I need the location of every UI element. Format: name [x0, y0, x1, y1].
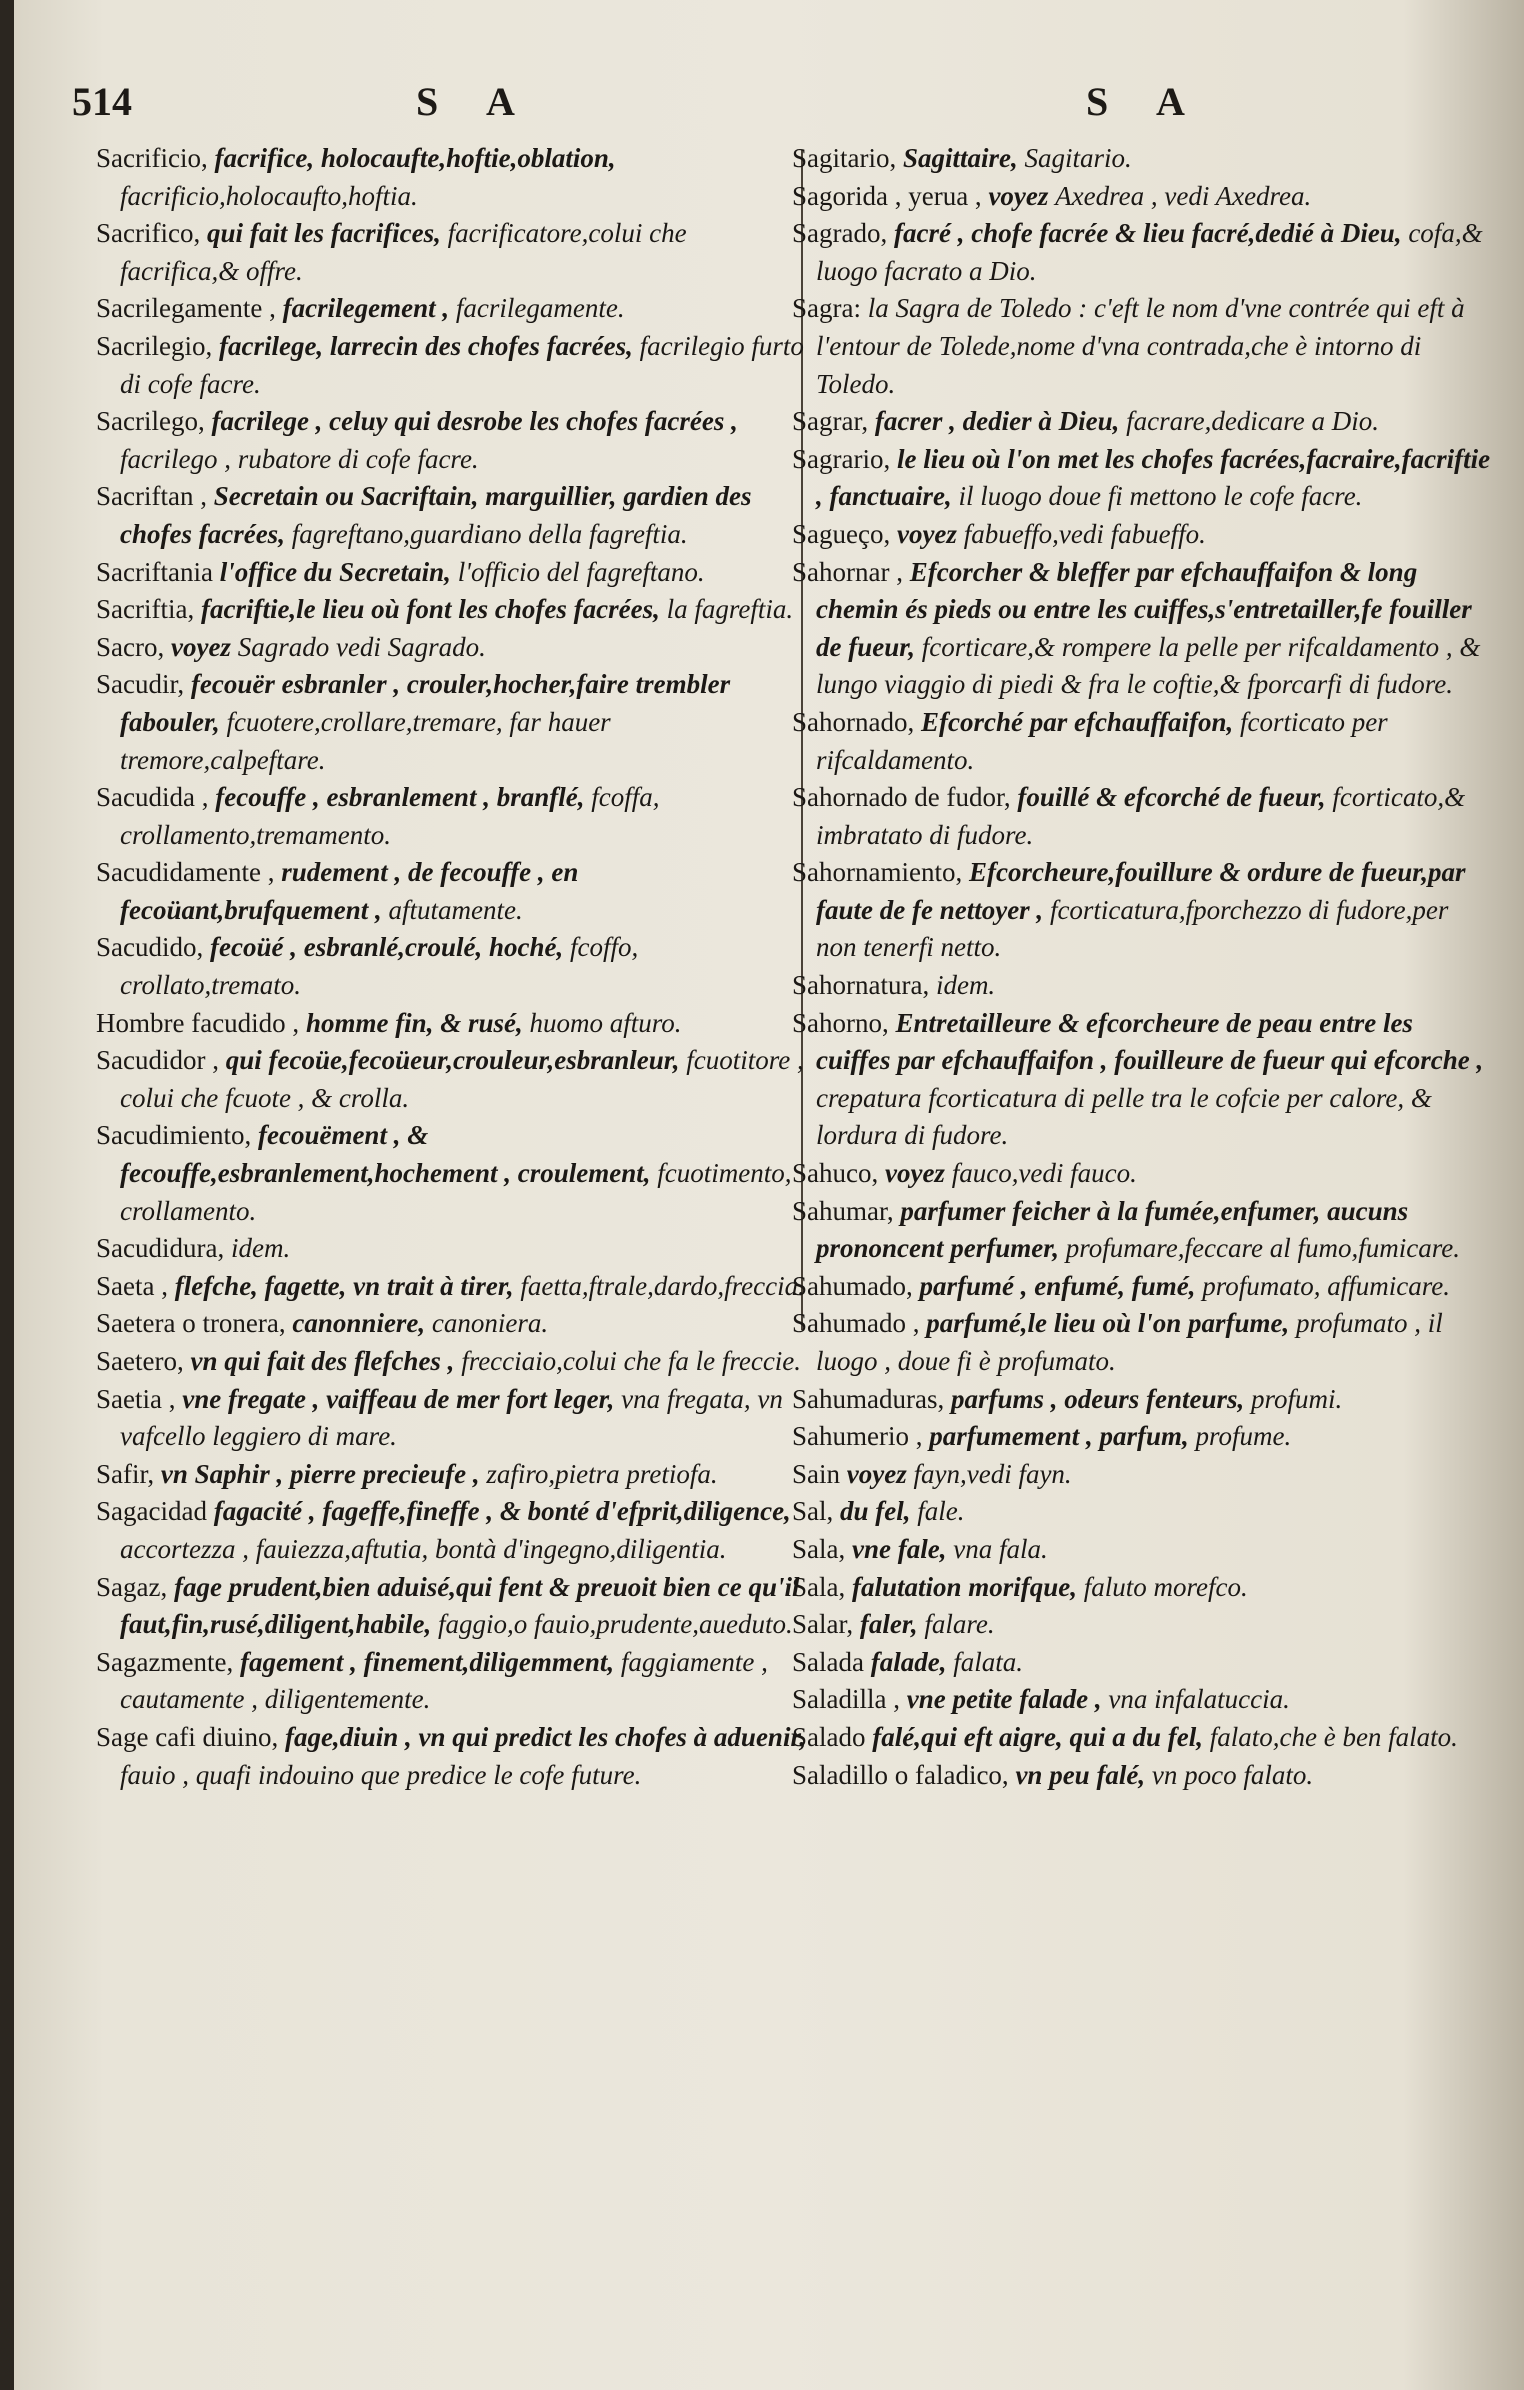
headword: Sahorno, — [792, 1007, 889, 1038]
headword: Sacro, — [96, 631, 165, 662]
dictionary-entry — [96, 666, 808, 779]
french-gloss: Secretain ou Sacriftain, marguillier, gardien des chofes facrées, — [120, 481, 752, 549]
french-gloss: falade, — [870, 1646, 947, 1677]
dictionary-entry — [792, 403, 1492, 441]
headword: Saetera o tronera, — [96, 1308, 286, 1339]
dictionary-entry — [792, 1569, 1492, 1607]
dictionary-entry — [96, 779, 808, 854]
italian-gloss: fcorticato,& imbratato di fudore. — [816, 782, 1466, 850]
headword: Sagorida , yerua , — [792, 180, 982, 211]
dictionary-entry — [792, 140, 1492, 178]
headword: Sahornatura, — [792, 970, 930, 1001]
italian-gloss: faggiamente , cautamente , diligentemente. — [120, 1646, 768, 1715]
french-gloss: vn qui fait des flefches , — [190, 1346, 455, 1376]
headword: Sacudimiento, — [96, 1120, 252, 1151]
french-gloss: qui fait les facrifices, — [206, 218, 441, 249]
french-gloss: parfumer feicher à la fumée,enfumer, aucuns prononcent perfumer, — [816, 1195, 1409, 1264]
italian-gloss: fcorticatura,fporchezzo di fudore,per non tenerfi netto. — [816, 894, 1449, 963]
headword: Sain — [792, 1458, 841, 1489]
dictionary-entry — [792, 1681, 1492, 1719]
dictionary-entry — [96, 1230, 808, 1268]
headword: Saetia , — [96, 1383, 176, 1414]
dictionary-entry — [96, 1381, 808, 1456]
italian-gloss: fcorticare,& rompere la pelle per rifcaldamento , & lungo viaggio di piedi & fra le coftie,& fporcarfi di fudore. — [816, 631, 1481, 700]
italian-gloss: idem. — [935, 970, 996, 1001]
dictionary-entry — [792, 779, 1492, 854]
italian-gloss: profumato , il luogo , doue fi è profumato. — [816, 1308, 1443, 1376]
headword: Sacudido, — [96, 932, 204, 963]
french-gloss: parfumé , enfumé, fumé, — [919, 1270, 1196, 1301]
italian-gloss: falare. — [924, 1609, 995, 1640]
dictionary-entry — [792, 967, 1492, 1005]
french-gloss: rudement , de fecouffe , en fecoüant,brufquement , — [120, 857, 579, 925]
italian-gloss: fcoffo, crollato,tremato. — [120, 932, 639, 1001]
left-column — [96, 140, 808, 2370]
dictionary-entry — [792, 1155, 1492, 1193]
italian-gloss: vn poco falato. — [1151, 1759, 1314, 1790]
italian-gloss: profumare,feccare al fumo,fumicare. — [1065, 1233, 1460, 1264]
headword: Sagacidad — [96, 1496, 207, 1527]
headword: Sahuco, — [792, 1158, 879, 1189]
headword: Sagaz, — [96, 1571, 168, 1602]
french-gloss: fagacité , fageffe,fineffe , & bonté d'efprit,diligence, — [213, 1496, 791, 1527]
french-gloss: vn peu falé, — [1015, 1759, 1146, 1790]
headword: Saeta , — [96, 1270, 168, 1301]
french-gloss: fage prudent,bien aduisé,qui fent & preuoit bien ce qu'il faut,fin,rusé,diligent,habile, — [120, 1571, 800, 1640]
french-gloss: Efcorcheure,fouillure & ordure de fueur,par faute de fe nettoyer , — [816, 857, 1466, 925]
headword: Sacriftia, — [96, 594, 195, 625]
headword: Sacrificio, — [96, 143, 208, 173]
french-gloss: du fel, — [840, 1496, 911, 1527]
running-header — [14, 78, 1524, 138]
headword: Sal, — [792, 1496, 834, 1527]
french-gloss: vne fregate , vaiffeau de mer fort leger, — [182, 1383, 615, 1414]
french-gloss: voyez — [846, 1458, 907, 1489]
headword: Sagrado, — [792, 218, 888, 249]
dictionary-entry — [96, 929, 808, 1004]
french-gloss: voyez — [896, 518, 957, 549]
italian-gloss: accortezza , fauiezza,aftutia, bontà d'ingegno,diligentia. — [120, 1533, 727, 1564]
headword: Sagitario, — [792, 143, 897, 173]
italian-gloss: fcorticato per rifcaldamento. — [816, 706, 1388, 775]
italian-gloss: aftutamente. — [388, 894, 523, 925]
dictionary-entry — [792, 554, 1492, 704]
headword: Hombre facudido , — [96, 1007, 300, 1038]
french-gloss: facrilege , celuy qui desrobe les chofes facrées , — [211, 406, 738, 437]
dictionary-entry — [96, 1042, 808, 1117]
dictionary-entry — [792, 1606, 1492, 1644]
dictionary-entry — [96, 1493, 808, 1568]
dictionary-entry — [96, 290, 808, 328]
dictionary-entry — [96, 591, 808, 629]
italian-gloss: falato,che è ben falato. — [1209, 1721, 1458, 1752]
italian-gloss: idem. — [230, 1233, 291, 1264]
italian-gloss: zafiro,pietra pretiofa. — [486, 1458, 718, 1489]
italian-gloss: cofa,& luogo facrato a Dio. — [816, 218, 1483, 286]
italian-gloss: falata. — [953, 1646, 1023, 1677]
italian-gloss: fale. — [917, 1496, 965, 1527]
dictionary-entry — [96, 854, 808, 929]
headword: Sacudir, — [96, 669, 185, 700]
italian-gloss: faggio,o fauio,prudente,aueduto. — [438, 1609, 793, 1640]
headword: Sacudidura, — [96, 1233, 225, 1264]
italian-gloss: frecciaio,colui che fa le freccie. — [461, 1346, 802, 1376]
right-column — [792, 140, 1492, 2370]
headword: Sacriftania — [96, 556, 213, 587]
dictionary-entry — [96, 1456, 808, 1494]
french-gloss: facré , chofe facrée & lieu facré,dedié à Dieu, — [893, 218, 1402, 249]
headword: Sahornado de fudor, — [792, 782, 1011, 813]
italian-gloss: fabueffo,vedi fabueffo. — [963, 518, 1206, 549]
italian-gloss: facrare,dedicare a Dio. — [1126, 406, 1380, 437]
italian-gloss: fayn,vedi fayn. — [913, 1458, 1072, 1489]
headword: Sagrario, — [792, 443, 891, 474]
french-gloss: fagement , finement,diligemment, — [239, 1646, 615, 1677]
italian-gloss: facrilegamente. — [455, 293, 625, 324]
french-gloss: fecouëment , & fecouffe,esbranlement,hochement , croulement, — [120, 1120, 651, 1189]
italian-gloss: la fagreftia. — [666, 594, 794, 625]
headword: Safir, — [96, 1458, 155, 1489]
italian-gloss: il luogo doue fi mettono le cofe facre. — [958, 481, 1363, 512]
french-gloss: parfumé,le lieu où l'on parfume, — [926, 1308, 1290, 1339]
headword: Sahornamiento, — [792, 857, 963, 888]
dictionary-entry — [96, 328, 808, 403]
dictionary-entry — [792, 1757, 1492, 1795]
headword: Sahumado, — [792, 1270, 913, 1301]
italian-gloss: l'officio del fagreftano. — [457, 556, 705, 587]
italian-gloss: fcuotitore , colui che fcuote , & crolla. — [120, 1045, 804, 1113]
dictionary-entry — [96, 140, 808, 215]
dictionary-entry — [96, 478, 808, 553]
italian-gloss: Axedrea , vedi Axedrea. — [1055, 180, 1312, 211]
dictionary-entry — [792, 1193, 1492, 1268]
dictionary-entry — [792, 1719, 1492, 1757]
french-gloss: Efcorché par efchauffaifon, — [920, 706, 1234, 737]
italian-gloss: fagreftano,guardiano della fagreftia. — [291, 518, 688, 549]
french-gloss: fecoüé , esbranlé,croulé, hoché, — [210, 932, 564, 963]
headword: Saladillo o faladico, — [792, 1759, 1009, 1790]
french-gloss: Sagittaire, — [902, 143, 1018, 173]
dictionary-entry — [96, 1005, 808, 1043]
french-gloss: voyez — [170, 631, 231, 662]
french-gloss: qui fecoüe,fecoüeur,crouleur,esbranleur, — [225, 1045, 680, 1076]
dictionary-entry — [96, 1268, 808, 1306]
italian-gloss: vna infalatuccia. — [1108, 1684, 1290, 1715]
french-gloss: vn Saphir , pierre precieufe , — [160, 1458, 480, 1489]
dictionary-entry — [96, 554, 808, 592]
dictionary-entry — [96, 1117, 808, 1230]
italian-gloss: facrilegio furto di cofe facre. — [120, 330, 804, 399]
italian-gloss: crepatura fcorticatura di pelle tra le cofcie per calore, & lordura di fudore. — [816, 1082, 1432, 1151]
italian-gloss: facrilego , rubatore di cofe facre. — [120, 443, 479, 474]
italian-gloss: profumato, affumicare. — [1202, 1270, 1450, 1301]
french-gloss: facriftie,le lieu où font les chofes facrées, — [200, 594, 660, 625]
french-gloss: vne fale, — [852, 1533, 947, 1564]
headword: Sacrilego, — [96, 406, 205, 437]
french-gloss: facrer , dedier à Dieu, — [874, 406, 1120, 437]
dictionary-entry — [792, 178, 1492, 216]
french-gloss: fage,diuin , vn qui predict les chofes à aduenir, — [284, 1721, 807, 1752]
french-gloss: parfumement , parfum, — [929, 1421, 1189, 1452]
italian-gloss: Sagrado vedi Sagrado. — [237, 631, 486, 662]
dictionary-entry — [96, 1569, 808, 1644]
french-gloss: fouillé & efcorché de fueur, — [1017, 782, 1326, 813]
headword: Sahornado, — [792, 706, 915, 737]
headword: Sahornar , — [792, 556, 903, 587]
dictionary-entry — [96, 1305, 808, 1343]
headword: Sahumaduras, — [792, 1383, 945, 1414]
dictionary-entry — [96, 1644, 808, 1719]
headword: Sala, — [792, 1533, 846, 1564]
headword: Sacrifico, — [96, 218, 201, 249]
headword: Salar, — [792, 1609, 854, 1640]
headword: Sahumado , — [792, 1308, 920, 1339]
headword: Sagra: — [792, 293, 861, 324]
italian-gloss: vna fala. — [953, 1533, 1048, 1564]
headword: Sacudidor , — [96, 1045, 219, 1076]
italian-gloss: vna fregata, vn vafcello leggiero di mare. — [120, 1383, 783, 1452]
italian-gloss: profume. — [1195, 1421, 1292, 1452]
headword: Sacudidamente , — [96, 857, 275, 888]
french-gloss: vne petite falade , — [906, 1684, 1102, 1715]
dictionary-entry — [792, 1268, 1492, 1306]
dictionary-entry — [792, 1418, 1492, 1456]
headword: Saetero, — [96, 1346, 184, 1376]
headword: Sacudida , — [96, 782, 209, 813]
headword: Sala, — [792, 1571, 846, 1602]
dictionary-entry — [792, 516, 1492, 554]
dictionary-entry — [96, 215, 808, 290]
headword: Sagueço, — [792, 518, 891, 549]
italian-gloss: facrificatore,colui che facrifica,& offre. — [120, 218, 687, 286]
page-number: 514 — [72, 79, 132, 124]
dictionary-entry — [792, 1305, 1492, 1380]
italian-gloss: fcuotimento, crollamento. — [120, 1158, 792, 1226]
french-gloss: canonniere, — [292, 1308, 426, 1339]
french-gloss: flefche, fagette, vn trait à tirer, — [174, 1270, 514, 1301]
french-gloss: falutation morifque, — [852, 1571, 1078, 1602]
italian-gloss: fauco,vedi fauco. — [951, 1158, 1137, 1189]
dictionary-entry — [96, 1343, 808, 1381]
dictionary-entry — [96, 403, 808, 478]
italian-gloss: fcoffa, crollamento,tremamento. — [120, 782, 660, 850]
italian-gloss: huomo afturo. — [529, 1007, 682, 1038]
french-gloss: faler, — [859, 1609, 918, 1640]
french-gloss: facrilege, larrecin des chofes facrées, — [218, 330, 633, 361]
french-gloss: parfums , odeurs fenteurs, — [950, 1383, 1245, 1414]
dictionary-entry — [792, 215, 1492, 290]
french-gloss: facrifice, holocaufte,hoftie,oblation, — [214, 143, 616, 173]
french-gloss: voyez — [884, 1158, 945, 1189]
dictionary-entry — [792, 1493, 1492, 1531]
headword: Sagrar, — [792, 406, 869, 437]
italian-gloss: faluto morefco. — [1083, 1571, 1248, 1602]
french-gloss: fecouffe , esbranlement , branflé, — [215, 782, 585, 813]
headword: Saladilla , — [792, 1684, 900, 1715]
dictionary-entry — [792, 1531, 1492, 1569]
headword: Sahumerio , — [792, 1421, 923, 1452]
headword: Sahumar, — [792, 1195, 894, 1226]
french-gloss: le lieu où l'on met les chofes facrées,facraire,facriftie , fanctuaire, — [816, 443, 1491, 512]
french-gloss: l'office du Secretain, — [219, 556, 451, 587]
italian-gloss: fcuotere,crollare,tremare, far hauer tremore,calpeftare. — [120, 706, 611, 775]
french-gloss: facrilegement , — [282, 293, 450, 324]
dictionary-entry — [792, 1456, 1492, 1494]
french-gloss: voyez — [988, 180, 1049, 211]
dictionary-entry — [792, 1005, 1492, 1155]
dictionary-entry — [792, 441, 1492, 516]
italian-gloss: facrificio,holocaufto,hoftia. — [120, 180, 418, 211]
french-gloss: Entretailleure & efcorcheure de peau entre les cuiffes par efchauffaifon , fouilleure de fueur qui efcorche , — [816, 1007, 1484, 1076]
italian-gloss: faetta,ftrale,dardo,freccia. — [520, 1270, 805, 1301]
italian-gloss: canoniera. — [431, 1308, 549, 1339]
italian-gloss: profumi. — [1251, 1383, 1343, 1414]
headword: Sagazmente, — [96, 1646, 234, 1677]
headword: Sacrilegamente , — [96, 293, 276, 324]
headword: Salado — [792, 1721, 866, 1752]
dictionary-entry — [792, 704, 1492, 779]
italian-gloss: fauio , quafi indouino que predice le cofe future. — [120, 1759, 642, 1790]
headword: Sacriftan , — [96, 481, 207, 512]
french-gloss: homme fin, & rusé, — [305, 1007, 523, 1038]
headword: Salada — [792, 1646, 864, 1677]
dictionary-entry — [792, 1644, 1492, 1682]
headword: Sage cafi diuino, — [96, 1721, 279, 1752]
dictionary-page — [14, 0, 1524, 2390]
italian-gloss: Sagitario. — [1024, 143, 1132, 173]
dictionary-entry — [792, 854, 1492, 967]
dictionary-entry — [96, 1719, 808, 1794]
left-column-title: S A — [416, 79, 535, 124]
right-column-title: S A — [1086, 79, 1205, 124]
french-gloss: falé,qui eft aigre, qui a du fel, — [872, 1721, 1203, 1752]
italian-gloss: la Sagra de Toledo : c'eft le nom d'vne contrée qui eft à l'entour de Tolede,nome d'vna contrada,che è intorno di Toledo. — [816, 293, 1465, 399]
dictionary-entry — [792, 1381, 1492, 1419]
french-gloss: Efcorcher & bleffer par efchauffaifon & long chemin és pieds ou entre les cuiffes,s'entretailler,fe fouiller de fueur, — [816, 556, 1472, 662]
dictionary-entry — [96, 629, 808, 667]
headword: Sacrilegio, — [96, 330, 213, 361]
dictionary-entry — [792, 290, 1492, 403]
french-gloss: fecouër esbranler , crouler,hocher,faire trembler fabouler, — [120, 669, 731, 737]
